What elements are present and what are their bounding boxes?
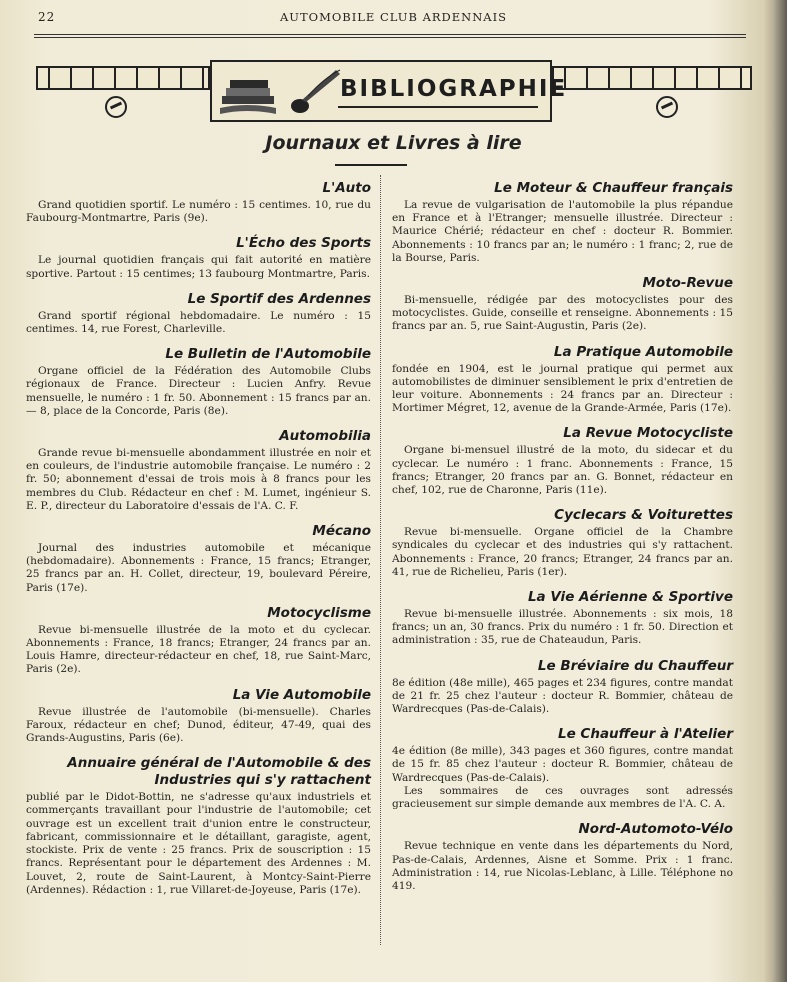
steering-wheel-emblem-icon bbox=[656, 96, 678, 118]
entry-body: Grand quotidien sportif. Le numéro : 15 centimes. 10, rue du Faubourg-Montmartre, Paris (9e). bbox=[26, 199, 371, 225]
entry-title: Le Bulletin de l'Automobile bbox=[165, 346, 371, 363]
ornament-band-left bbox=[36, 66, 210, 90]
entry-body: 4e édition (8e mille), 343 pages et 360 figures, contre mandat de 15 fr. 85 chez l'auteur : docteur R. Bommier, château de Wardrecques (Pas-de-Calais). bbox=[392, 745, 733, 784]
entry-body: Le journal quotidien français qui fait autorité en matière sportive. Partout : 15 centimes; 13 faubourg Montmartre, Paris. bbox=[26, 254, 371, 280]
entry-title: La Revue Motocycliste bbox=[563, 425, 733, 442]
entry-moteur-chauffeur bbox=[392, 180, 733, 265]
banner-title: BIBLIOGRAPHIE bbox=[340, 76, 568, 102]
entry-body: Revue illustrée de l'automobile (bi-mensuelle). Charles Faroux, rédacteur en chef; Dunod, éditeur, 47-49, quai des Grands-Augustins, Paris (6e). bbox=[26, 705, 371, 745]
entry-body: Revue bi-mensuelle illustrée. Abonnements : six mois, 18 francs; un an, 30 francs. Prix du numéro : 1 fr. 50. Direction et administration : 35, rue de Chateaudun, Paris. bbox=[392, 608, 733, 647]
entry-title: Cyclecars & Voiturettes bbox=[554, 507, 733, 524]
books-inkwell-quill-icon bbox=[216, 66, 346, 118]
header-rule bbox=[34, 34, 746, 38]
ornament-band-right bbox=[552, 66, 752, 90]
entry-breviaire-chauffeur bbox=[392, 658, 733, 717]
entry-title: La Pratique Automobile bbox=[553, 343, 733, 360]
entry-mecano bbox=[26, 523, 371, 595]
section-rule bbox=[335, 164, 407, 166]
entry-motocyclisme bbox=[26, 605, 371, 677]
entry-title: Le Sportif des Ardennes bbox=[187, 290, 371, 307]
bibliographie-banner bbox=[36, 60, 748, 124]
entry-title: Le Moteur & Chauffeur français bbox=[494, 180, 733, 196]
entry-nord-automoto-velo bbox=[392, 821, 733, 893]
entry-vie-automobile bbox=[26, 687, 371, 746]
entry-title: Moto-Revue bbox=[642, 275, 733, 292]
entry-body: Organe officiel de la Fédération des Automobile Clubs régionaux de France. Directeur : Lucien Anfry. Revue mensuelle, le numéro : 1 fr. 50. Abonnement : 15 francs par an. — 8, place de la Concorde, Paris (8e). bbox=[26, 365, 371, 417]
entry-body: publié par le Didot-Bottin, ne s'adresse qu'aux industriels et commerçants travaillant pour l'industrie de l'automobile; cet ouvrage est un excellent trait d'union entre le constructeur, fabricant, commissionnaire et le détaillant, garagiste, agent, stockiste. Prix de vente : 25 francs. Prix de souscription : 15 francs. Représentant pour le département des Ardennes : M. Louvet, 2, route de Saint-Laurent, à Montcy-Saint-Pierre (Ardennes). Rédaction : 1, rue Villaret-de-Joyeuse, Paris (17e). bbox=[26, 791, 371, 896]
page-number: 22 bbox=[38, 10, 56, 24]
entry-title: Le Bréviaire du Chauffeur bbox=[537, 657, 733, 674]
entry-title: L'Écho des Sports bbox=[236, 235, 371, 252]
entry-body: La revue de vulgarisation de l'automobile la plus répandue en France et à l'Etranger; mensuelle illustrée. Directeur : Maurice Chérié; rédacteur en chef : docteur R. Bommier. Abonnements : 10 francs par an; le numéro : 1 franc; 2, rue de la Bourse, Paris. bbox=[392, 199, 733, 264]
entry-moto-revue bbox=[392, 275, 733, 334]
entry-annuaire-general bbox=[26, 755, 371, 897]
banner-underline bbox=[338, 106, 538, 108]
entry-title: Nord-Automoto-Vélo bbox=[578, 821, 733, 838]
section-title: Journaux et Livres à lire bbox=[265, 132, 522, 154]
column-divider bbox=[380, 175, 381, 945]
entry-body: Organe bi-mensuel illustré de la moto, du sidecar et du cyclecar. Le numéro : 1 franc. Abonnements : France, 15 francs; Etranger, 20 francs par an. G. Bonnet, rédacteur en chef, 102, rue de Charonne, Paris (11e). bbox=[392, 444, 733, 497]
steering-wheel-emblem-icon bbox=[105, 96, 127, 118]
entry-revue-motocycliste bbox=[392, 425, 733, 497]
entry-pratique-automobile bbox=[392, 344, 733, 416]
entry-title: La Vie Aérienne & Sportive bbox=[527, 589, 733, 606]
entry-title: Le Chauffeur à l'Atelier bbox=[557, 726, 733, 743]
banner-box bbox=[210, 60, 568, 122]
right-column bbox=[392, 170, 733, 901]
entry-title: Annuaire général de l'Automobile & des Industries qui s'y rattachent bbox=[67, 755, 371, 789]
entry-body: Revue technique en vente dans les départements du Nord, Pas-de-Calais, Ardennes, Aisne et Somme. Prix : 1 franc. Administration : 14, rue Nicolas-Leblanc, à Lille. Téléphone no 419. bbox=[392, 840, 733, 892]
running-head bbox=[0, 6, 787, 26]
entry-title: La Vie Automobile bbox=[232, 686, 371, 703]
entry-title: L'Auto bbox=[322, 180, 371, 196]
entry-body: Revue bi-mensuelle. Organe officiel de la Chambre syndicales du cyclecar et des industries qui s'y rattachent. Abonnements : France, 20 francs; Etranger, 24 francs par an. 41, rue de Richelieu, Paris (1er). bbox=[392, 526, 733, 578]
entry-title: Mécano bbox=[312, 523, 371, 540]
entry-body: fondée en 1904, est le journal pratique qui permet aux automobilistes de diminuer sensiblement le prix d'entretien de leur voiture. Abonnements : 24 francs par an. Directeur : Mortimer Mégret, 12, avenue de la Grande-Armée, Paris (17e). bbox=[392, 362, 733, 415]
journal-title: AUTOMOBILE CLUB ARDENNAIS bbox=[279, 10, 507, 24]
entry-body: Revue bi-mensuelle illustrée de la moto et du cyclecar. Abonnements : France, 18 francs; Etranger, 24 francs par an. Louis Hamre, directeur-rédacteur en chef, 18, rue Saint-Marc, Paris (2e). bbox=[26, 623, 371, 676]
entry-title: Motocyclisme bbox=[267, 604, 371, 621]
entry-body: 8e édition (48e mille), 465 pages et 234 figures, contre mandat de 21 fr. 25 chez l'auteur : docteur R. Bommier, château de Wardrecques (Pas-de-Calais). bbox=[392, 676, 733, 716]
entry-body: Bi-mensuelle, rédigée par des motocyclistes pour des motocyclistes. Guide, conseille et renseigne. Abonnements : 15 francs par an. 5, rue Saint-Augustin, Paris (2e). bbox=[392, 294, 733, 333]
entry-chauffeur-atelier bbox=[392, 726, 733, 811]
entry-automobilia bbox=[26, 428, 371, 513]
entry-echo-des-sports bbox=[26, 235, 371, 280]
entry-l-auto bbox=[26, 180, 371, 225]
entry-body: Grand sportif régional hebdomadaire. Le numéro : 15 centimes. 14, rue Forest, Charleville. bbox=[26, 309, 371, 336]
left-column bbox=[26, 170, 371, 905]
entry-body: Grande revue bi-mensuelle abondamment illustrée en noir et en couleurs, de l'industrie automobile française. Le numéro : 2 fr. 50; abonnement d'essai de trois mois à 8 francs pour les membres du Club. Rédacteur en chef : M. Lumet, ingénieur S. E. P., directeur du Laboratoire d'essais de l'A. C. F. bbox=[26, 447, 371, 512]
entry-note: Les sommaires de ces ouvrages sont adressés gracieusement sur simple demande aux membres de l'A. C. A. bbox=[392, 784, 733, 811]
entry-bulletin-automobile bbox=[26, 346, 371, 418]
entry-title: Automobilia bbox=[279, 428, 371, 445]
entry-body: Journal des industries automobile et mécanique (hebdomadaire). Abonnements : France, 15 francs; Etranger, 25 francs par an. H. Collet, directeur, 19, boulevard Péreire, Paris (17e). bbox=[26, 542, 371, 594]
entry-vie-aerienne bbox=[392, 589, 733, 648]
entry-cyclecars-voiturettes bbox=[392, 507, 733, 579]
entry-sportif-des-ardennes bbox=[26, 291, 371, 336]
